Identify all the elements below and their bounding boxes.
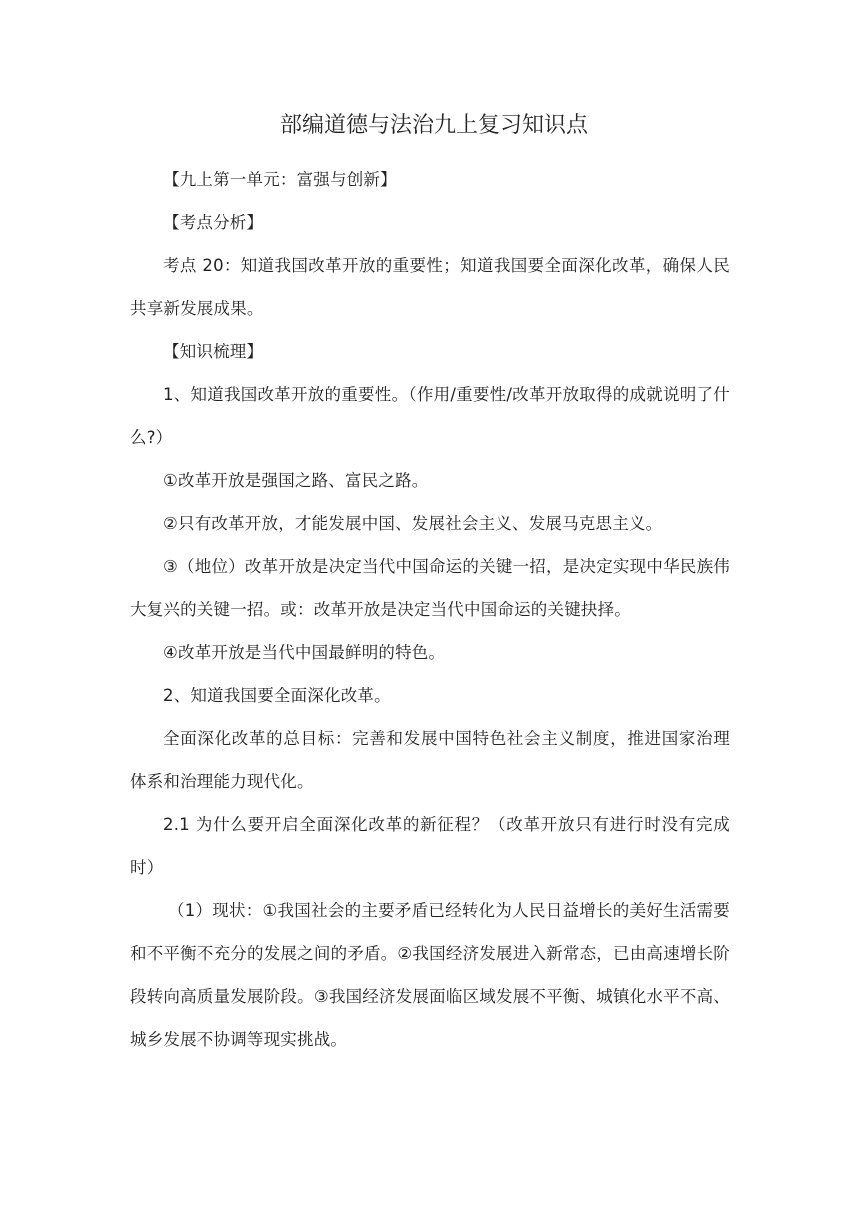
paragraph-item-3: ③（地位）改革开放是决定当代中国命运的关键一招，是决定实现中华民族伟大复兴的关键一招。或：改革开放是决定当代中国命运的关键抉择。 xyxy=(130,557,730,619)
unit-heading: 【九上第一单元：富强与创新】 xyxy=(163,170,397,189)
section-heading-analysis: 【考点分析】 xyxy=(163,213,264,232)
paragraph-point-1: 1、知道我国改革开放的重要性。（作用/重要性/改革开放取得的成就说明了什么?） xyxy=(130,385,730,447)
paragraph-item-2: ②只有改革开放，才能发展中国、发展社会主义、发展马克思主义。 xyxy=(163,514,663,533)
paragraph-item-1: ①改革开放是强国之路、富民之路。 xyxy=(163,471,429,490)
document-title: 部编道德与法治九上复习知识点 xyxy=(279,113,588,138)
paragraph-goal: 全面深化改革的总目标：完善和发展中国特色社会主义制度，推进国家治理体系和治理能力现代化。 xyxy=(130,729,730,791)
paragraph-question-2-1: 2.1 为什么要开启全面深化改革的新征程？（改革开放只有进行时没有完成时） xyxy=(130,815,730,877)
paragraph-item-4: ④改革开放是当代中国最鲜明的特色。 xyxy=(163,643,446,662)
paragraph-current-status: （1）现状：①我国社会的主要矛盾已经转化为人民日益增长的美好生活需要和不平衡不充分的发展之间的矛盾。②我国经济发展进入新常态，已由高速增长阶段转向高质量发展阶段。③我国经济发展面临区域发展不平衡、城镇化水平不高、城乡发展不协调等现实挑战。 xyxy=(130,901,730,1049)
paragraph-exam-point: 考点 20：知道我国改革开放的重要性；知道我国要全面深化改革，确保人民共享新发展成果。 xyxy=(130,256,730,318)
paragraph-point-2: 2、知道我国要全面深化改革。 xyxy=(163,686,391,705)
section-heading-knowledge: 【知识梳理】 xyxy=(163,342,264,361)
